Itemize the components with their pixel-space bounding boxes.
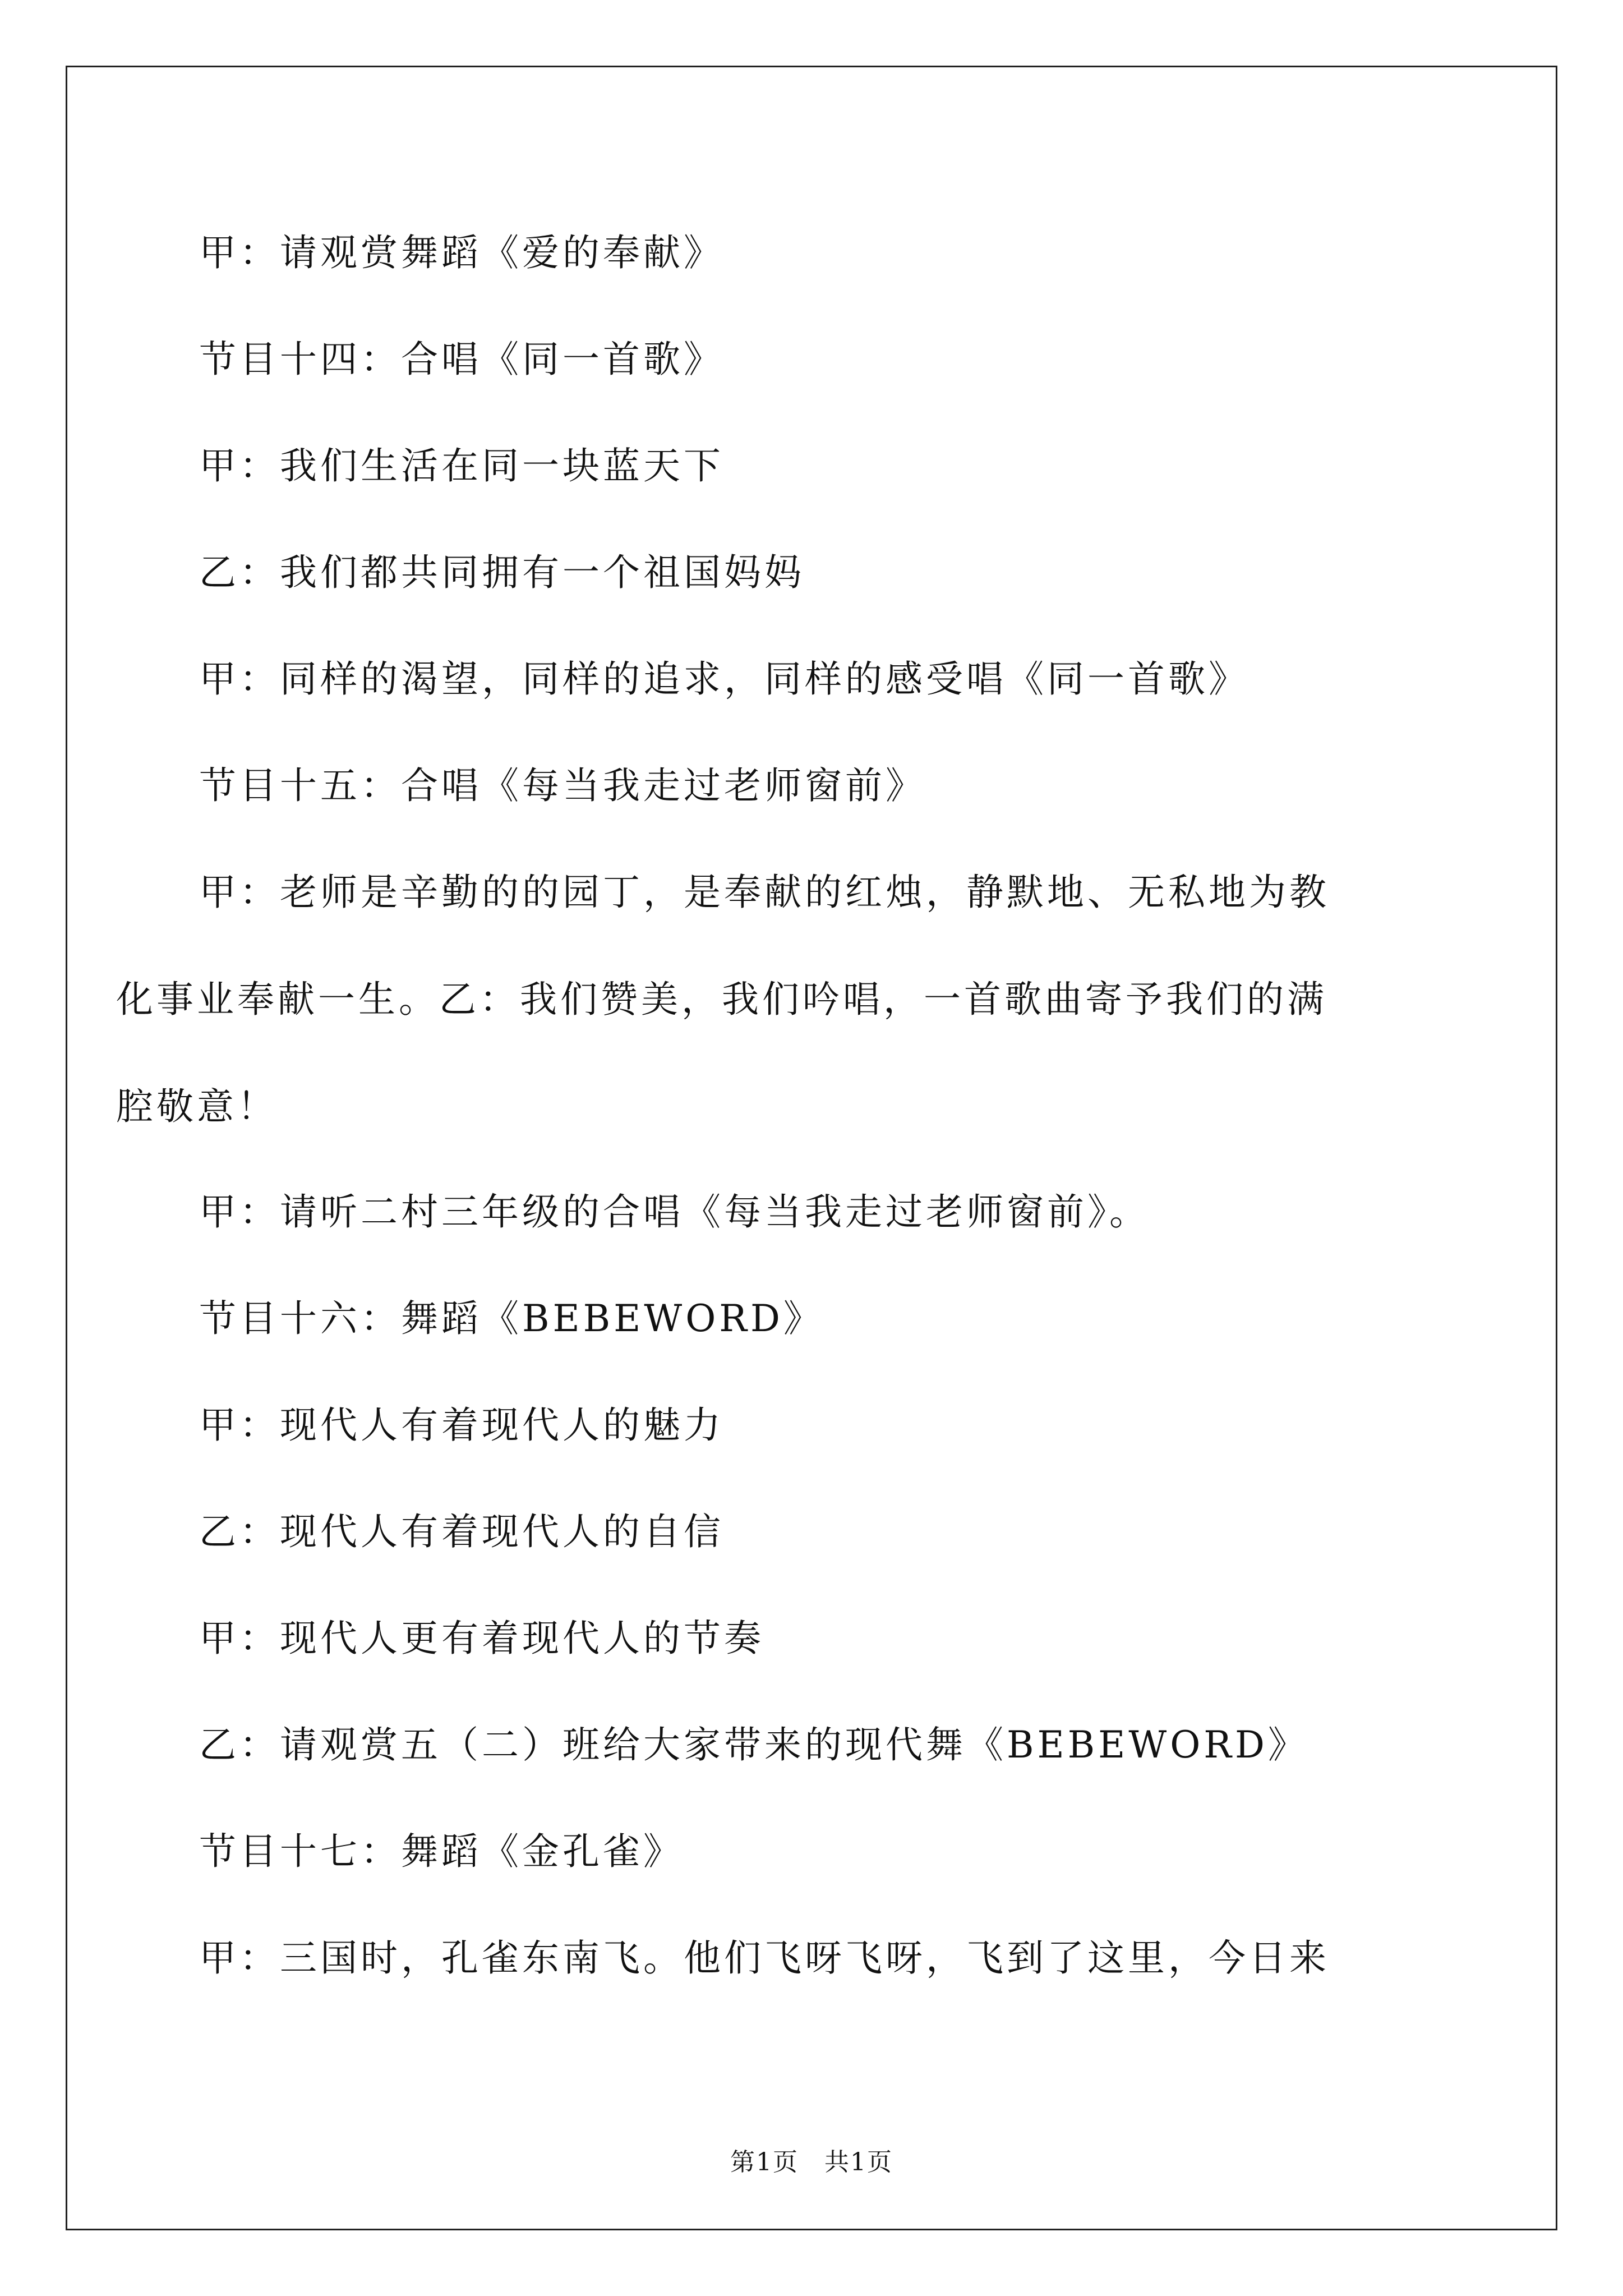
paragraph: 乙：我们都共同拥有一个祖国妈妈	[199, 551, 805, 594]
page-border	[66, 66, 1557, 2230]
paragraph: 甲：请听二村三年级的合唱《每当我走过老师窗前》。	[199, 1190, 1150, 1234]
paragraph: 乙：请观赏五（二）班给大家带来的现代舞《BEBEWORD》	[199, 1723, 1308, 1766]
paragraph: 甲：同样的渴望，同样的追求，同样的感受唱《同一首歌》	[199, 657, 1249, 701]
paragraph-line: 腔敬意！	[116, 1085, 278, 1128]
paragraph: 甲：现代人更有着现代人的节奏	[199, 1617, 764, 1660]
paragraph: 乙：现代人有着现代人的自信	[199, 1510, 724, 1553]
paragraph: 甲：三国时，孔雀东南飞。他们飞呀飞呀，飞到了这里，今日来	[199, 1936, 1330, 1980]
paragraph-line: 化事业奉献一生。乙：我们赞美，我们吟唱，一首歌曲寄予我们的满	[116, 978, 1327, 1021]
paragraph: 节目十六：舞蹈《BEBEWORD》	[199, 1297, 824, 1340]
paragraph: 甲：现代人有着现代人的魅力	[199, 1404, 724, 1447]
paragraph: 节目十五：合唱《每当我走过老师窗前》	[199, 764, 926, 807]
paragraph-multiline	[116, 871, 1447, 1128]
paragraph: 甲：请观赏舞蹈《爱的奉献》	[199, 231, 724, 274]
page-footer	[0, 2148, 1623, 2177]
paragraph: 甲：我们生活在同一块蓝天下	[199, 444, 724, 487]
paragraph-line: 甲：老师是辛勤的的园丁，是奉献的红烛，静默地、无私地为教	[199, 871, 1330, 914]
page-number: 第1页 共1页	[730, 2148, 893, 2177]
paragraph: 节目十七：舞蹈《金孔雀》	[199, 1830, 684, 1873]
paragraph: 节目十四：合唱《同一首歌》	[199, 338, 724, 381]
